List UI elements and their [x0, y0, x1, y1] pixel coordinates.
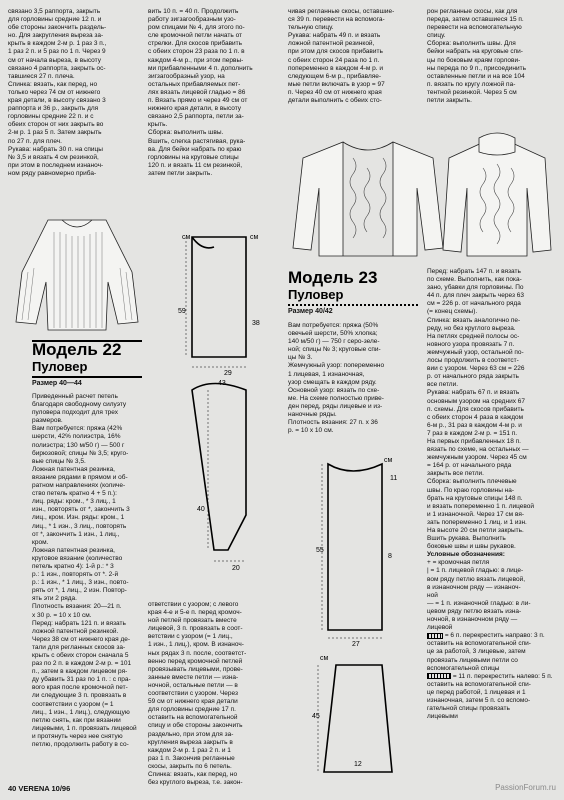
col1-top	[8, 8, 136, 178]
cable-right-symbol-icon	[427, 633, 443, 639]
col1-main	[32, 393, 144, 749]
text-block: рон регланные скосы, как для переда, затем оставшиеся 15 п. перевести на вспомогательную спицу.	[427, 8, 524, 40]
text-block: связано 3,5 раппорта, закрыть для горловины средние 12 п. и обе стороны закончить раздель- но. Для закругления выреза за- крыть в каждом 2-м р. 1 раз 3 п., 1 раз 2 п. и 5 раз по 1 п. Через 9 см от начала выреза, в высоту связано 4 раппорта, закрыть ос- тавшиеся 27 п. плеча.	[8, 8, 107, 80]
dim-label: 59	[178, 308, 186, 315]
dim-label: см	[320, 655, 329, 662]
dim-label: 45	[312, 713, 320, 720]
legend-item: = 11 п. перекрестить налево: 5 п. оставить на вспомогательной спи- це перед работой, 1 лицевая и 1 изнаночная, затем 5 п. со вспомо- гательной спицы провязать лицевыми	[427, 672, 553, 721]
dim-label: 11	[390, 475, 398, 482]
schematic-22	[142, 225, 282, 595]
dim-label: 55	[316, 547, 324, 554]
model-size: Размер 40/42	[288, 308, 333, 315]
text-block: Сборка: выполнить швы. Вшить, слегка растягивая, рука- ва. Для бейки набрать по краю горловины на круговые спицы 120 п. и вязать 11 см резинкой, затем петли закрыть.	[148, 129, 246, 177]
sleeve-outline	[192, 384, 246, 551]
text-block: Спинка: вязать, как перед, но только через 74 см от нижнего края детали, в высоту связано 3 раппорта и 36 р., закрыть для горловины средние 22 п. и с обеих сторон от них закрыть во 2-м р. 1 раз 5 п. Затем закрыть по 27 п. для плеч.	[8, 80, 106, 145]
legend-item: | = 1 п. лицевой гладью: в лице- вом ряду петлю вязать лицевой, в изнаночном ряду — изнаноч- ной	[427, 567, 526, 599]
divider	[32, 376, 142, 378]
model-name: Пуловер	[32, 359, 88, 374]
model-22-title	[32, 340, 121, 374]
dim-label: 20	[232, 565, 240, 572]
divider	[288, 304, 418, 306]
dim-label: 38	[252, 320, 260, 327]
page-footer: 40 VERENA 10/96	[8, 784, 71, 793]
text-block: чивая регланные скосы, оставшие- ся 39 п. перевести на вспомога- тельную спицу.	[288, 8, 395, 32]
model-number: Модель 23	[288, 268, 378, 287]
legend-item: — = 1 п. изнаночной гладью: в ли- цевом ряду петлю вязать изна- ночной, в изнаночном ряду — лицевой	[427, 599, 531, 632]
sweater-22-illustration	[8, 212, 144, 332]
legend-item: = 6 п. перекрестить направо: 3 п. оставить на вспомогательной спи- це за работой, 3 лицевые, затем провязать лицевыми петли со вспомогательной спицы	[427, 632, 545, 672]
text-block: Рукава: набрать 49 п. и вязать ложной патентной резинкой, при этом для скосов прибавить с обеих сторон 24 раза по 1 п. попеременно в каждом 4-м р. и следующем 6-м р., прибавляе- мые петли включать в узор = 97 п. Через 40 см от нижнего края детали выполнить с обеих сто-	[288, 32, 385, 105]
watermark: PassionForum.ru	[495, 783, 556, 792]
col4-main	[427, 268, 557, 721]
sleeve-outline	[324, 665, 392, 772]
legend-item: + = кромочная петля	[427, 559, 490, 567]
model-name: Пуловер	[288, 287, 344, 302]
sweater-23-illustration	[283, 128, 555, 263]
legend-title: Условные обозначения:	[427, 551, 505, 559]
model-size: Размер 40—44	[32, 380, 82, 387]
dim-label: 8	[388, 553, 392, 560]
col4-top	[427, 8, 557, 105]
dim-label: 29	[224, 370, 232, 377]
dim-label: 43	[218, 380, 226, 387]
col2-main	[148, 601, 278, 787]
dim-label: 27	[352, 641, 360, 648]
col3-top	[288, 8, 416, 105]
dim-label: см	[182, 234, 191, 241]
dim-label: 40	[197, 506, 205, 513]
text-block: ответствии с узором; с левого края 4-е и 5-е п. перед кромоч- ной петлей провязать вместе лицевой, 3 п. провязать в соот- ветствии с узором (= 1 лиц., 1 изн., 1 лиц.), кром. В изнаноч- ных рядах 3 п. после, соответст- венно перед кромочной петлей провязывать лицевыми, прове- занные вместе петли — изна- ночной, остальные петли — в соответствии с узором. Через 59 см от нижнего края детали для горловины средние 17 п. оставить на вспомогательной спицу и обе стороны закончить раздельно, при этом для за- кругления выреза закрыть в каждом 2-м р. 1 раз 2 п. и 1 раз 1 п. Закончив регланные скосы, закрыть по 6 петель. Спинка: вязать, как перед, но без круглого выреза, т.е. закон-	[148, 601, 247, 787]
text-block: Перед: набрать 147 п. и вязать по схеме. Выполнить, как пока- зано, убавки для горловины. По 44 п. для плеч закрыть через 63 см = 226 р. от начального ряда (= конец схемы). Спинка: вязать аналогично пе- реду, но без круглого выреза. На петлях средней полосы ос- новного узора провязать 7 п. жемчужный узор, остальной по- лосы продолжить в соответст- вии с узором. Через 63 см = 226 р. от начального ряда закрыть все петли. Рукава: набрать 67 п. и вязать основным узором на средних 67 п. схемы. Для скосов прибавить с обеих сторон 4 раза в каждом 6-м р., 31 раз в каждом 4-м р. и 7 раз в каждом 2-м р. = 151 п. На первых прибавленных 18 п. вязать по схеме, на остальных — жемчужным узором. Через 45 см = 164 р. от начального ряда закрыть все петли. Сборка: выполнить плечевые швы. По краю горловины на- брать на круговые спицы 148 п. и вязать попеременно 1 п. лицевой и 1 изнаночной. Через 17 см вя- зать попеременно 1 лиц. и 1 изн. На высоте 20 см петли закрыть. Вшить рукава. Выполнить боковые швы и швы рукавов.	[427, 268, 535, 551]
text-block: Вам потребуется: пряжа (50% овечьей шерсти, 50% хлопка; 140 м/50 г) — 750 г серо-зеле- ной; спицы № 3; круговые спи- цы № 3. Жемчужный узор: попеременно 1 лицевая, 1 изнаночная, узор смещать в каждом ряду. Основной узор: вязать по схе- ме. На схеме полностью приве- ден перед, ряды лицевые и из- наночные ряды. Плотность вязания: 27 п. х 36 р. = 10 х 10 см.	[288, 322, 385, 435]
dim-label: см	[250, 234, 259, 241]
text-block: вить 10 п. = 40 п. Продолжить работу зигзагообразным узо- ром спицами № 4, для этого по- сле кромочной петли начать от стрелки. Для скосов прибавить с обеих сторон 23 раза по 1 п. в каждом 4-м р., при этом первы- ми прибавленными 4 п. дополнить зигзагообразный узор, на остальных прибавляемых пет- лях вязать лицевой гладью = 86 п. Вязать прямо и через 49 см от нижнего края детали, в высоту связано 2,5 раппорта, петли за- крыть.	[148, 8, 253, 129]
text-block: Сборка: выполнить швы. Для бейки набрать на круговые спи- цы по боковым краям горлови- ны переда по 9 п., присоединить оставленные петли и на все 104 п. вязать по кругу ложной па- тентной резинкой. Через 5 см петли закрыть.	[427, 40, 526, 105]
body-outline	[328, 464, 382, 630]
cable-left-symbol-icon	[427, 673, 451, 679]
schematic-23	[282, 450, 432, 780]
model-number: Модель 22	[32, 340, 122, 359]
text-block: Приведенный расчет петель благодаря свободному силуэту пуловера подходит для трех размеров. Вам потребуется: пряжа (42% шерсти, 42% полиэстра, 16% полиэстра; 130 м/50 г) — 500 г бирюзовой; спицы № 3,5; круго- вые спицы № 3,5. Ложная патентная резинка, вязание рядами в прямом и об- ратном направлениях (количе- ство петель кратно 4 + 5 п.): лиц. ряды: кром., * 3 лиц., 1 изн., повторять от *, закончить 3 лиц., кром. Изн. ряды: кром., 1 лиц., * 1 изн., 3 лиц., повторять от *, закончить 1 изн., 1 лиц., кром. Ложная патентная резинка, круговое вязание (количество петель кратно 4): 1-й р.: * 3 р.: 1 изн., повторять от *. 2-й р.: 1 изн., * 1 лиц., 3 изн., повто- рять от *, 1 лиц., 2 изн. Повтор- ять эти 2 ряда. Плотность вязания: 20—21 п. х 30 р. = 10 х 10 см. Перед: набрать 121 п. и вязать ложной патентной резинкой. Через 38 см от нижнего края де- тали для регланных скосов за- крыть с обеих сторон сначала 5 раз по 2 п. в каждом 2-м р. = 101 п., затем в каждом лицевом ря- ду убавить 31 раз по 1 п. : с пра- вого края после кромочной пет- ли следующие 3 п. провязать в соответствии с узором (= 1 лиц., 1 изн., 1 лиц.), следующую петлю снять, как при вязании лицевыми, 1 п. провязать лицевой и протянуть через нее снятую петлю, продолжить работу в со-	[32, 393, 137, 749]
text-block: Рукава: набрать 30 п. на спицы № 3,5 и вязать 4 см резинкой, при этом в последнем изнаноч- ном ряду равномерно приба-	[8, 145, 104, 177]
model-23-title	[288, 268, 377, 302]
col3-main	[288, 322, 418, 435]
dim-label: см	[384, 457, 393, 464]
dim-label: 12	[354, 761, 362, 768]
body-outline	[192, 237, 246, 357]
col2-top	[148, 8, 276, 178]
